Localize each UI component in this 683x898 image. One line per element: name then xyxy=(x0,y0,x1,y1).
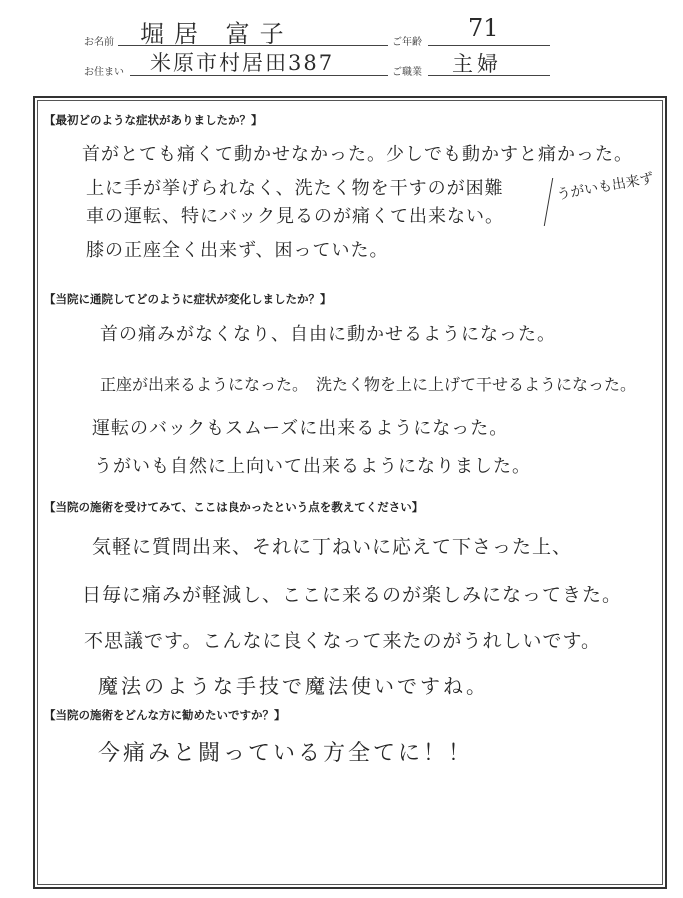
occupation-value: 主婦 xyxy=(452,52,502,76)
age-value: 71 xyxy=(468,14,499,42)
address-value: 米原市村居田387 xyxy=(150,51,335,75)
answer-line: 上に手が挙げられなく、洗たく物を干すのが困難 xyxy=(86,178,504,199)
section-recommend xyxy=(40,707,660,723)
name-value: 堀居 富子 xyxy=(140,20,294,48)
question-heading: 【最初どのような症状がありましたか？】 xyxy=(44,113,263,127)
question-heading: 【当院に通院してどのように症状が変化しましたか？】 xyxy=(44,292,332,306)
answer-line: 首がとても痛くて動かせなかった。少しでも動かすと痛かった。 xyxy=(82,144,633,165)
answer-line: 首の痛みがなくなり、自由に動かせるようになった。 xyxy=(100,324,556,345)
section-symptom-change xyxy=(40,291,660,307)
name-label: お名前 xyxy=(84,37,114,48)
answer-line: 今痛みと闘っている方全てに！！ xyxy=(98,741,474,766)
answer-line: 日毎に痛みが軽減し、ここに来るのが楽しみになってきた。 xyxy=(82,584,623,606)
answer-line: 不思議です。こんなに良くなって来たのがうれしいです。 xyxy=(84,630,601,652)
answer-line: 運転のバックもスムーズに出来るようになった。 xyxy=(92,418,509,439)
answer-line: 気軽に質問出来、それに丁ねいに応えて下さった上、 xyxy=(92,536,573,558)
form-header xyxy=(0,0,683,90)
occupation-label: ご職業 xyxy=(392,67,422,78)
section-good-points xyxy=(40,499,660,515)
question-heading: 【当院の施術を受けてみて、ここは良かったという点を教えてください】 xyxy=(44,500,424,514)
answer-line: 車の運転、特にバック見るのが痛くて出来ない。 xyxy=(86,206,504,227)
age-underline xyxy=(428,45,550,46)
answer-line: 正座が出来るようになった。 洗たく物を上に上げて干せるようになった。 xyxy=(100,375,637,394)
margin-note: うがいも出来ず xyxy=(555,170,655,204)
question-heading: 【当院の施術をどんな方に勧めたいですか？】 xyxy=(44,708,286,722)
answer-line: うがいも自然に上向いて出来るようになりました。 xyxy=(94,456,531,477)
address-label: お住まい xyxy=(84,67,124,78)
answer-line: 膝の正座全く出来ず、困っていた。 xyxy=(86,240,389,261)
section-initial-symptoms xyxy=(40,112,660,128)
age-label: ご年齢 xyxy=(392,37,422,48)
answer-line: 魔法のような手技で魔法使いですね。 xyxy=(98,674,489,698)
